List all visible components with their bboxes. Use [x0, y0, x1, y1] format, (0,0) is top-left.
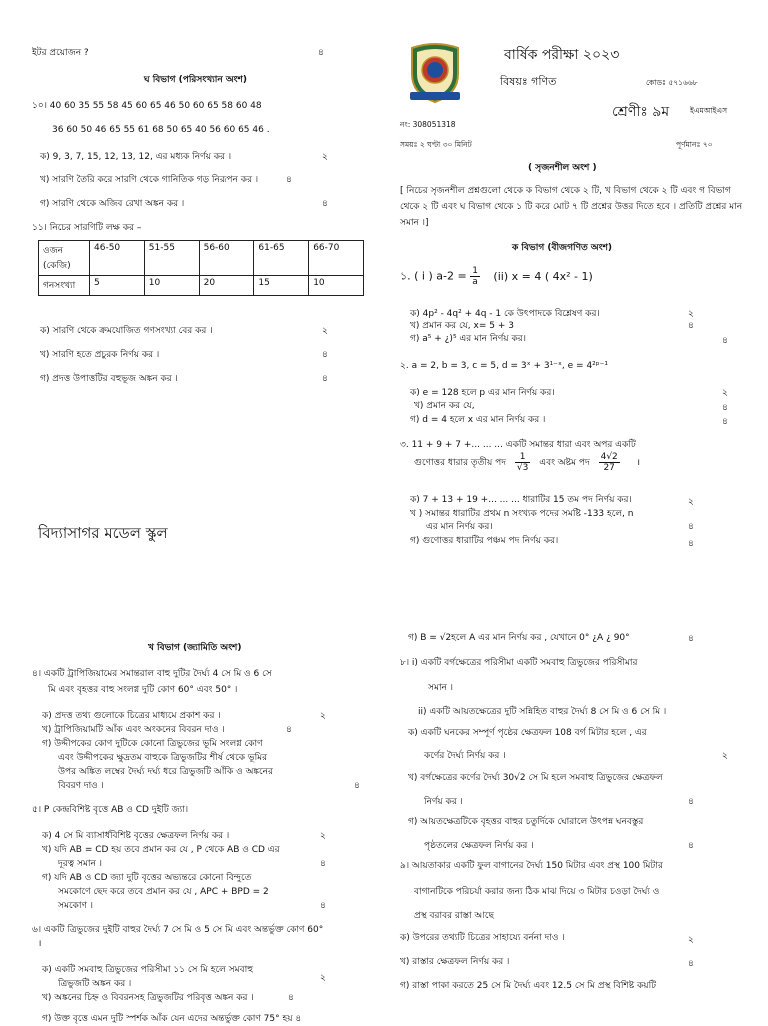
question-10-part-kh: খ) সারণি তৈরি করে সারণি থেকে গানিতিক গড় নিরূপন কর । [40, 175, 259, 185]
section-heading: খ বিভাগ (জ্যামিতি অংশ) [148, 643, 242, 653]
question-1-part-i: ১. ( i ) a-2 = [400, 269, 467, 283]
question-2-part-k: ক) e = 128 হলে p এর মান নির্ণয় কর। [410, 388, 555, 398]
marks: ৪ [722, 403, 728, 413]
marks: ৪ [286, 175, 292, 185]
question-7-part-g: গ) B = √2হলে A এর মান নির্ণয় কর , যেখানে 0° ¿A ¿ 90° [408, 633, 630, 643]
question-6-stem-cont: । [38, 939, 42, 949]
fraction-denominator: 27 [603, 463, 615, 473]
section-heading: ক বিভাগ (বীজগণিত অংশ) [512, 243, 613, 253]
table-cell: 10 [309, 276, 364, 296]
question-10-part-g: গ) সারণি থেকে অজিব রেখা অঙ্কন কর । [40, 199, 185, 209]
marks: ৪ [722, 417, 728, 427]
question-1-part-kh: খ) প্রমান কর যে, x= 5 + 3 [410, 321, 514, 331]
question-11-stem: ১১। নিচের সারণিটি লক্ষ কর – [32, 223, 142, 233]
question-5-part-g-cont: সমকোণ । [58, 901, 93, 911]
question-6-part-kh: খ) অঙ্কনের চিহ্ন ও বিবরনসহ ত্রিভুজটির পরিবৃত্ত অঙ্কন কর । [42, 993, 254, 1003]
marks: ৪ [688, 539, 694, 549]
question-8-line-2: সমান । [428, 683, 454, 693]
marks: ৪ [722, 336, 728, 346]
fraction-denominator: √3 [516, 463, 529, 473]
question-8-line-1: ৮। i) একটি বর্গক্ষেত্রের পরিসীমা একটি সমবাহু ত্রিভুজের পরিসীমার [400, 658, 638, 668]
serial-number: নং: 308051318 [400, 120, 456, 129]
question-4-part-g-cont: উপর অঙ্কিত লম্বের দৈর্ঘ্য দর্ঘ্য ধরে ত্রিভুজটি আঁকি ও অঙ্কনের [58, 767, 273, 777]
question-2-part-kh: খ) প্রমান কর যে, [414, 401, 475, 411]
fraction-denominator: a [472, 277, 478, 287]
question-3-line-2 [414, 452, 640, 473]
question-1-part-k: ক) 4p² - 4q² + 4q - 1 কে উৎপাদকে বিশ্লেষণ কর। [410, 309, 600, 319]
question-3-part-g: গ) গুণোত্তর ধারাটির পঞ্চম পদ নির্ণয় কর। [410, 536, 559, 546]
school-logo [404, 40, 466, 106]
table-cell: 15 [254, 276, 309, 296]
class-label: শ্রেণীঃ ৯ম [612, 104, 670, 120]
fraction-numerator: 1 [515, 452, 530, 463]
table-row [39, 241, 364, 276]
question-8-part-kh-cont: নির্ণয় কর । [424, 797, 463, 807]
school-name: বিদ্যাসাগর মডেল স্কুল [38, 524, 168, 542]
marks: ২ [722, 751, 728, 761]
question-3-part-kh-cont: এর মান নির্ণয় কর। [426, 522, 493, 532]
question-8-line-3: ii) একটি আয়তক্ষেত্রের দুটি সন্নিহিত বাহুর দৈর্ঘ্য 8 সে মি ও 6 সে মি । [418, 707, 667, 717]
table-cell: 66-70 [309, 241, 364, 276]
question-9-line-3: প্রস্থ বরাবর রাস্তা আছে [414, 911, 494, 921]
table-cell: 56-60 [199, 241, 254, 276]
marks: ২ [688, 309, 694, 319]
table-cell: 51-55 [144, 241, 199, 276]
question-2-stem: ২. a = 2, b = 3, c = 5, d = 3ˣ + 3¹⁻ˣ, e = 4²ᵖ⁻¹ [400, 361, 608, 371]
marks: ৪ [318, 48, 324, 58]
question-4-part-g-cont: বিবরণ দাও । [58, 781, 104, 791]
marks: ৪ [286, 725, 292, 735]
section-heading: ঘ বিভাগ (পরিসংখ্যান অংশ) [144, 75, 247, 85]
exam-time: সময়ঃ ২ ঘণ্টা ৩০ মিনিট [400, 140, 472, 149]
question-5-part-kh-cont: দূরত্ব সমান । [58, 859, 102, 869]
table-header-cell: গনসংখ্যা [39, 276, 90, 296]
fraction-numerator: 1 [472, 266, 478, 276]
marks: ৪ [320, 859, 326, 869]
question-11-part-g: গ) প্রদত্ত উপাত্তটির বহুভূজ অঙ্কন কর । [40, 374, 178, 384]
marks: ২ [320, 711, 326, 721]
marks: ৪ [322, 199, 328, 209]
question-6-part-g: গ) উক্ত বৃত্তে এমন দুটি স্পর্শক আঁক যেন এদের অন্তর্ভুক্ত কোণ 75° হয় ৪ [42, 1014, 302, 1024]
question-8-part-k: ক) একটি ঘনকের সম্পূর্ণ পৃষ্ঠের ক্ষেত্রফল 108 বর্গ মিটার হলে , এর [408, 728, 647, 738]
question-5-part-kh: খ) যদি AB = CD হয় তবে প্রমান কর যে , P থেকে AB ও CD এর [42, 845, 280, 855]
question-6-part-k: ক) একটি সমবাহু ত্রিভুজের পরিসীমা ১১ সে মি হলে সমবাহু [42, 965, 253, 975]
question-4-part-g-cont: এবং উদ্দীপকের ক্ষুদ্রতম বাহুকে ত্রিভুজটির শীর্ষ থেকে ভূমির [58, 753, 268, 763]
table-cell: 20 [199, 276, 254, 296]
question-4-part-k: ক) প্রদত্ত তথ্য গুলোকে চিত্রের মাধ্যমে প্রকাশ কর । [42, 711, 221, 721]
question-11-part-kh: খ) সারণি হতে প্রচুরক নির্ণয় কর । [40, 350, 160, 360]
marks: ২ [320, 973, 326, 983]
question-3-text: এবং অষ্টম পদ [539, 458, 590, 468]
subject: বিষয়ঃ গণিত [500, 75, 557, 88]
question-8-part-kh: খ) বর্গক্ষেত্রের কর্ণের দৈর্ঘ্য 30√2 সে মি হলে সমবাহু ত্রিভুজের ক্ষেত্রফল [408, 773, 663, 783]
marks: ৪ [688, 959, 694, 969]
question-2-part-g: গ) d = 4 হলে x এর মান নির্ণয় কর । [410, 415, 546, 425]
marks: ৪ [322, 350, 328, 360]
question-4-line-2: মি এবং বৃহত্তর বাহু সংলগ্ন দুটি কোণ 60° এবং 50° । [48, 685, 238, 695]
fraction [470, 266, 480, 287]
question-6-part-k-cont: ত্রিভুজটি অঙ্কন কর । [58, 979, 132, 989]
fraction [515, 452, 530, 473]
question-4-part-kh: খ) ট্রাপিজিয়ামটি আঁক এবং অংকনের বিবরন দাও । [42, 725, 225, 735]
question-1-part-g: গ) a⁵ + ¿)⁵ এর মান নির্ণয় কর। [410, 334, 526, 344]
question-5-stem: ৫। P কেন্দ্রবিশিষ্ট বৃত্তে AB ও CD দুইটি জ্যা। [32, 805, 189, 815]
marks: ২ [688, 935, 694, 945]
question-10-data-line-2: 36 60 50 46 65 55 61 68 50 65 40 56 60 65 46 . [52, 125, 270, 135]
table-cell: 10 [144, 276, 199, 296]
table-cell: 61-65 [254, 241, 309, 276]
table-header-cell: ওজন (কেজি) [39, 241, 90, 276]
question-1-stem [400, 266, 593, 287]
question-3-part-kh: খ ) সমান্তর ধারাটির প্রথম n সংখ্যক পদের সমষ্টি -133 হলে, n [410, 509, 634, 519]
question-10-part-k: ক) 9, 3, 7, 15, 12, 13, 12, এর মধ্যক নির্ণয় কর । [40, 152, 232, 162]
question-9-line-1: ৯। আয়তাকার একটি ফুল বাগানের দৈর্ঘ্য 150 মিটার এবং প্রস্থ 100 মিটার [400, 861, 663, 871]
fraction [599, 452, 620, 473]
marks: ২ [322, 152, 328, 162]
marks: ৪ [688, 797, 694, 807]
marks: ৪ [688, 522, 694, 532]
table-row [39, 276, 364, 296]
frequency-table [38, 240, 364, 296]
marks: ৪ [288, 993, 294, 1003]
question-9-part-k: ক) উপরের তথ্যটি চিত্রের সাহায্যে বর্ননা দাও । [400, 933, 565, 943]
table-cell: 5 [90, 276, 145, 296]
creative-part-heading: ( সৃজনশীল অংশ ) [528, 163, 597, 173]
exam-title: বার্ষিক পরীক্ষা ২০২৩ [504, 47, 620, 63]
question-3-text: গুণোত্তর ধারার তৃতীয় পদ [414, 458, 507, 468]
fraction-numerator: 4√2 [600, 452, 618, 462]
marks: ৪ [688, 841, 694, 851]
question-9-line-2: বাগানটিকে পরিচর্যা করার জন্য ঠিক মাঝ দিয়ে ৩ মিটার চওড়া দৈর্ঘ্য ও [414, 887, 660, 897]
marks: ২ [688, 497, 694, 507]
instructions: [ নিচের সৃজনশীল প্রশ্নগুলো থেকে ক বিভাগ থেকে ২ টি, খ বিভাগ থেকে ২ টি এবং গ বিভাগ থেকে ২ টি এবং ঘ বিভাগ থেকে ১ টি করে মোট ৭ টি প্রশ্নের উত্তর দিতে হবে । প্রতিটি প্রশ্নের মান সমান ।] [400, 186, 743, 228]
question-6-stem: ৬। একটি ত্রিভুজের দুইটি বাহুর দৈর্ঘ্য 7 সে মি ও 5 সে মি এবং অন্তর্ভুক্ত কোণ 60° [32, 925, 324, 935]
marks: ৪ [354, 781, 360, 791]
question-5-part-k: ক) 4 সে মি ব্যাসার্ধবিশিষ্ট বৃত্তের ক্ষেত্রফল নির্ণয় কর । [42, 831, 230, 841]
marks: ৪ [320, 901, 326, 911]
question-5-part-g-cont: সমকোণে ছেদ করে তবে প্রমান কর যে , APC + BPD = 2 [58, 887, 269, 897]
question-3-line-1: ৩. 11 + 9 + 7 +... ... ... একটি সমান্তর ধারা এবং অপর একটি [400, 440, 636, 450]
marks: ৪ [688, 321, 694, 331]
question-11-part-k: ক) সারণি থেকে ক্রমযোজিত গণসংখ্যা বের কর । [40, 326, 213, 336]
subject-code: কোডঃ ৫৭১৬৬৮ [646, 78, 698, 87]
full-marks: পূর্ণমানঃ ৭০ [676, 140, 713, 149]
question-5-part-g: গ) যদি AB ও CD জ্যা দুটি বৃত্তের অভ্যন্তরে কোনো বিন্দুতে [42, 873, 252, 883]
prev-question-tail: ইটর প্রয়োজন ? [32, 48, 89, 58]
marks: ২ [320, 831, 326, 841]
question-4-line-1: ৪। একটি ট্রাপিজিয়ামের সমান্তরাল বাহু দুটির দৈর্ঘ্য 4 সে মি ও 6 সে [32, 669, 272, 679]
question-9-part-kh: খ) রাস্তার ক্ষেত্রফল নির্ণয় কর । [400, 957, 510, 967]
eiin-tag: ইএমআইএস [690, 106, 728, 115]
question-9-part-g: গ) রাস্তা পাকা করতে 25 সে মি দৈর্ঘ্য এবং 12.5 সে মি প্রস্থ বিশিষ্ট কয়টি [400, 981, 657, 991]
question-3-text: । [636, 458, 641, 468]
question-1-part-ii: (ii) x = 4 ( 4x² - 1) [493, 269, 593, 283]
table-cell: 46-50 [90, 241, 145, 276]
question-8-part-g-cont: পৃষ্ঠতলের ক্ষেত্রফল নির্ণয় কর । [424, 841, 534, 851]
question-8-part-g: গ) আয়তক্ষেত্রটিকে বৃহত্তর বাহুর চতুর্দিকে ঘোরালে উৎপন্ন ঘনবস্তুর [408, 817, 644, 827]
question-8-part-k-cont: কর্ণের দৈর্ঘ্য নির্ণয় কর । [424, 751, 506, 761]
marks: ৪ [688, 634, 694, 644]
marks: ৪ [322, 374, 328, 384]
marks: ২ [322, 326, 328, 336]
marks: ২ [722, 388, 728, 398]
question-4-part-g: গ) উদ্দীপকের কোণ দুটিকে কোনো ত্রিভুজের ভূমি সংলগ্ন কোণ [42, 739, 263, 749]
question-10-data-line-1: ১০। 40 60 35 55 58 45 60 65 46 50 60 65 58 60 48 [32, 101, 262, 111]
question-3-part-k: ক) 7 + 13 + 19 +... ... ... ধারাটির 15 তম পদ নির্ণয় কর। [410, 495, 632, 505]
